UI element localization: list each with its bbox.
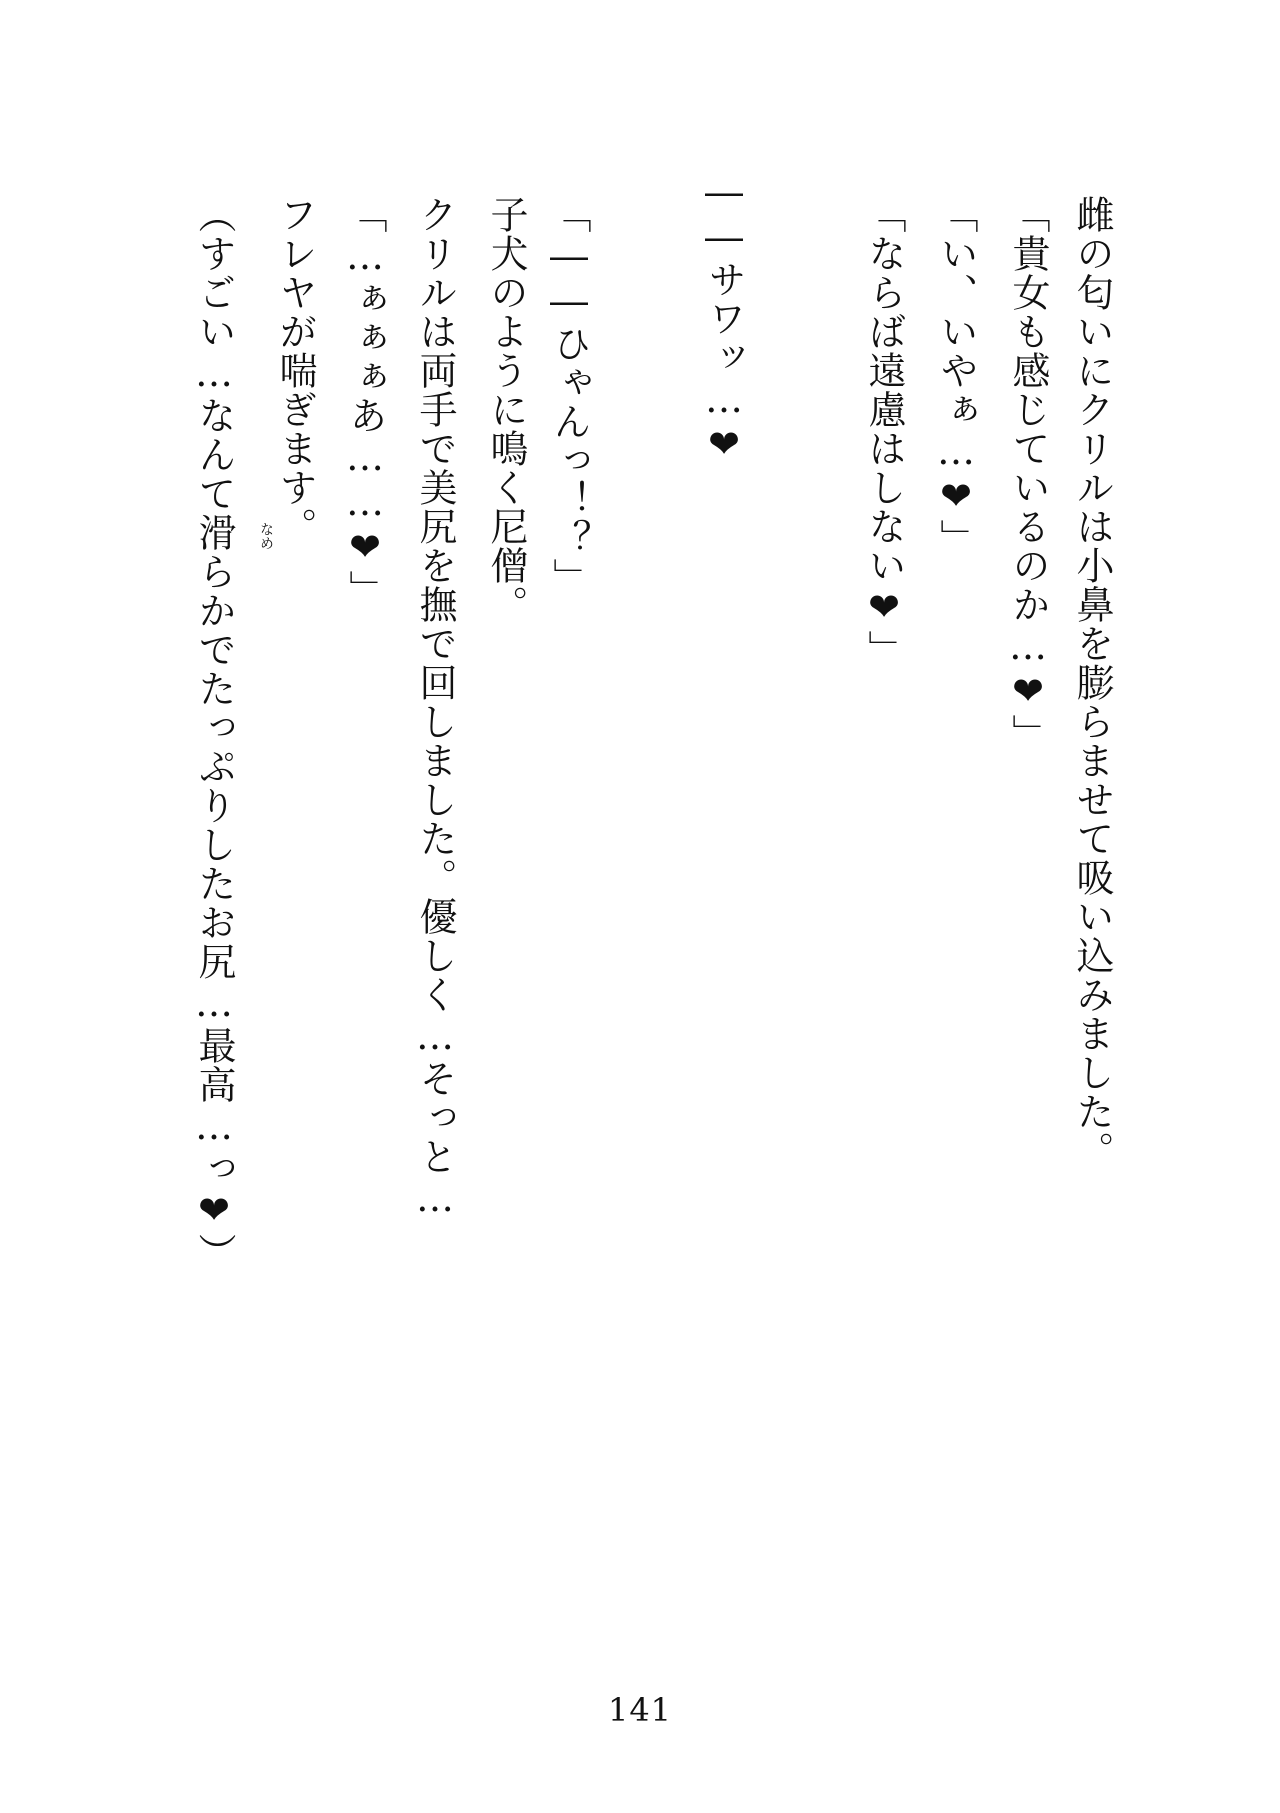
dialogue-line: 「――ひゃんっ！？」 bbox=[547, 195, 591, 597]
dialogue-line: 「貴女も感じているのか…❤」 bbox=[1006, 195, 1050, 753]
text-line: 子犬のように鳴く尼僧。 bbox=[484, 195, 528, 624]
ruby-annotation: なめ bbox=[258, 522, 274, 550]
text-line: フレヤが喘ぎます。 bbox=[273, 195, 317, 546]
inner-thought-line: （すごい…なんて滑らかでたっぷりしたお尻…最高…っ❤） bbox=[192, 195, 236, 1272]
text-line: クリルは両手で美尻を撫で回しました。優しく…そっと… bbox=[413, 195, 457, 1221]
dialogue-line: 「ならば遠慮はしない❤」 bbox=[862, 195, 906, 669]
text-line: 雌の匂いにクリルは小鼻を膨らませて吸い込みました。 bbox=[1070, 195, 1114, 1170]
dialogue-line: 「い、いやぁ…❤」 bbox=[934, 195, 978, 558]
sound-effect-line: ――サワッ…❤ bbox=[702, 170, 746, 467]
dialogue-line: 「…ぁぁぁあ……❤」 bbox=[343, 195, 387, 609]
page-number: 141 bbox=[607, 1691, 673, 1729]
